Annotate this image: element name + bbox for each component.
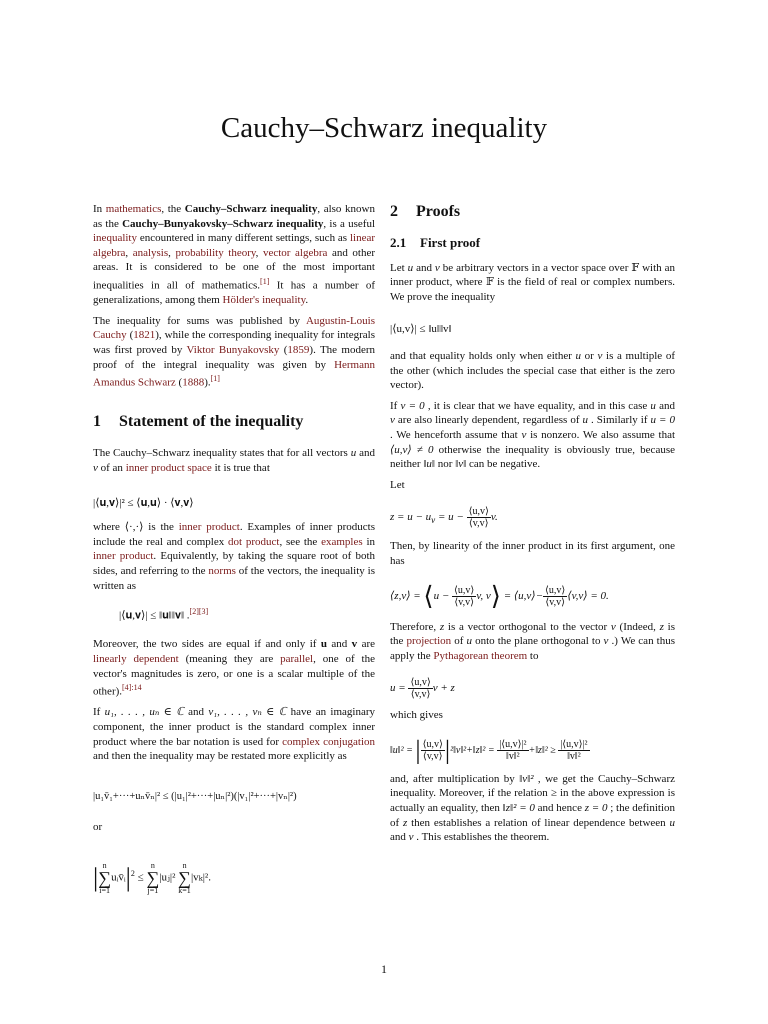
equation-term: u = <box>390 682 409 695</box>
text: (meaning they are <box>178 653 281 666</box>
ref-link[interactable]: [4]:14 <box>122 683 142 693</box>
text: and hence <box>534 802 585 815</box>
text: ; the definition of <box>390 802 676 829</box>
fraction <box>408 677 432 700</box>
text: or <box>581 349 598 362</box>
abs-bar: | <box>415 735 421 765</box>
text: , we get the Cauchy–Schwarz inequality. Moreover, if the relation <box>390 772 675 800</box>
text: If <box>390 399 401 412</box>
text: and <box>390 831 409 844</box>
denominator: ⟨v,v⟩ <box>454 596 474 608</box>
equation-u-decomposition <box>390 677 675 700</box>
math-inline: u₁, . . . , uₙ ∈ ℂ <box>104 706 184 719</box>
text: The Cauchy–Schwarz inequality states that for all vectors <box>93 447 351 460</box>
text: in <box>362 535 376 548</box>
numerator: |⟨u,v⟩|² <box>499 738 527 750</box>
equation-term: v <box>431 515 436 526</box>
subsection-number: 2.1 <box>390 235 407 250</box>
ref-link[interactable]: [2][3] <box>189 607 209 617</box>
link-holders-inequality[interactable]: Hölder's inequality <box>222 294 306 307</box>
text: and <box>655 399 675 412</box>
text: .) We can thus apply the <box>390 635 675 662</box>
math-var: v <box>603 635 609 648</box>
text: is the field of real or complex numbers. We prove the inequality <box>390 276 675 303</box>
text: and that equality holds only when either <box>390 349 576 362</box>
math-var: u <box>320 638 327 651</box>
math-inline: u = 0 <box>650 414 675 427</box>
text: is a multiple of the other (which includes the special case that either is the zero vector). <box>390 349 675 392</box>
link-cauchy[interactable]: Augustin-Louis Cauchy <box>93 314 375 342</box>
text: (Indeed, <box>615 620 660 633</box>
page-number: 1 <box>381 962 387 976</box>
page-title: Cauchy–Schwarz inequality <box>220 112 548 144</box>
text: nor <box>434 458 456 471</box>
text: is a vector orthogonal to the vector <box>444 620 611 633</box>
numerator: ⟨u,v⟩ <box>454 584 475 596</box>
inner-product-paragraph <box>93 520 375 593</box>
text: , <box>255 246 263 259</box>
text: of the vectors, the inequality is written as <box>93 565 375 592</box>
math-var: u <box>575 349 582 362</box>
math-var: v <box>351 638 358 651</box>
text: is the <box>143 521 179 534</box>
numerator: ⟨u,v⟩ <box>468 506 489 518</box>
equation-complex-sum: |u₁v̄₁+···+uₙv̄ₙ|² ≤ (|u₁|²+···+|uₙ|²)(|v₁|²+···+|vₙ|²) <box>93 790 297 802</box>
fraction <box>497 739 528 762</box>
link-inequality[interactable]: inequality <box>93 232 137 245</box>
text: ). The modern proof of the integral inequality was given by <box>93 344 375 371</box>
text: and, after multiplication by <box>390 772 520 785</box>
math-inline: ⟨·,·⟩ <box>124 521 144 534</box>
projection-paragraph <box>390 620 675 664</box>
math-var: v <box>408 831 414 844</box>
abs-bar: | <box>93 863 99 893</box>
math-var: v <box>434 261 440 274</box>
numerator: |⟨u,v⟩|² <box>560 738 588 750</box>
equation-pythagorean <box>390 735 675 765</box>
link-vector-algebra[interactable]: vector algebra <box>262 246 328 259</box>
text: , is a useful <box>323 217 376 230</box>
link-probability-theory[interactable]: probability theory <box>175 246 256 259</box>
link-dot-product[interactable]: dot product <box>228 535 280 548</box>
link-linear-algebra[interactable]: linear algebra <box>93 232 375 259</box>
math-var: v <box>93 462 98 475</box>
relation: ≤ <box>137 871 144 884</box>
math-inline: ‖z‖² = 0 <box>502 802 535 815</box>
denominator: ⟨v,v⟩ <box>422 750 443 762</box>
text: ). <box>204 376 211 389</box>
ref-link[interactable]: [1] <box>210 374 220 384</box>
math-var: u <box>350 447 357 460</box>
equation-term: ‖u‖² = <box>390 744 416 756</box>
text: with an inner product, where <box>390 261 675 289</box>
text: and then the inequality may be restated more explicitly as <box>93 750 347 763</box>
text: ), while the corresponding inequality for integrals was first proved by <box>93 329 375 356</box>
link-1859[interactable]: 1859 <box>287 344 310 356</box>
text: , one of the vector's magnitudes is zero, or one is a scalar multiple of the other). <box>93 653 375 698</box>
text: , <box>125 246 133 259</box>
equation-term: = u − <box>435 511 467 524</box>
equation-term: v, v <box>476 589 491 602</box>
text: of <box>451 635 467 648</box>
denominator: ‖v‖² <box>567 750 581 762</box>
text: ( <box>126 329 134 342</box>
numerator: ⟨u,v⟩ <box>545 584 566 596</box>
text: then establishes a relation of linear dependence between <box>407 816 670 829</box>
equation-cs-norm <box>119 605 375 623</box>
sum-lower: i=1 <box>99 886 110 896</box>
left-column <box>93 202 375 895</box>
equation-term: |uⱼ|² <box>159 871 176 884</box>
proof-intro-paragraph <box>390 261 675 305</box>
text: have an imaginary component, the inner product is the standard complex inner product where the bar notation is used for <box>93 706 376 748</box>
section-heading-statement <box>93 412 375 432</box>
math-var: 𝔽 <box>485 276 494 289</box>
text: , see the <box>279 535 322 548</box>
text: be arbitrary vectors in a vector space over <box>439 261 632 274</box>
text: , also known as the <box>93 203 375 230</box>
complex-paragraph <box>93 705 375 763</box>
math-var: v <box>597 349 603 362</box>
link-linearly-dependent[interactable]: linearly dependent <box>93 653 179 666</box>
fraction <box>421 739 445 762</box>
text: Moreover, the two sides are equal if and only if <box>93 638 321 651</box>
math-inline: ‖u‖ <box>423 458 435 471</box>
text: are <box>357 638 375 651</box>
bold-term: Cauchy–Schwarz inequality <box>184 203 318 215</box>
math-inline: ⟨u,v⟩ ≠ 0 <box>390 443 434 456</box>
equation-term: u − <box>433 589 453 602</box>
denominator: ⟨v,v⟩ <box>410 689 431 701</box>
sum-symbol: n ∑ j=1 <box>146 861 160 896</box>
equation-term: v + z <box>432 682 455 695</box>
sum-upper: n <box>150 861 155 871</box>
fraction <box>452 585 476 608</box>
intro-paragraph <box>93 202 375 308</box>
link-complex-conjugation[interactable]: complex conjugation <box>282 735 375 748</box>
equation-term: uᵢv̄ᵢ <box>111 871 126 884</box>
text: . Similarly if <box>588 414 651 427</box>
sum-upper: n <box>182 861 187 871</box>
math-var: u <box>669 816 675 829</box>
history-paragraph <box>93 314 375 391</box>
section-title: Statement of the inequality <box>119 413 304 431</box>
sum-lower: k=1 <box>178 886 191 896</box>
denominator: ‖v‖² <box>506 750 520 762</box>
equation-term: z = u − u <box>390 511 432 524</box>
text: onto the plane orthogonal to <box>471 635 604 648</box>
section-title: Proofs <box>416 203 461 220</box>
text: and <box>356 447 375 460</box>
equation-cs-squared: |⟨𝐮,𝐯⟩|² ≤ ⟨𝐮,𝐮⟩ · ⟨𝐯,𝐯⟩ <box>93 496 194 509</box>
text: where <box>93 521 125 534</box>
text: and <box>326 638 352 651</box>
link-norms[interactable]: norms <box>208 565 236 577</box>
link-schwarz[interactable]: Hermann Amandus Schwarz <box>93 358 375 389</box>
section-number: 2 <box>390 203 398 220</box>
math-var: v <box>521 428 527 441</box>
text: of an <box>97 462 126 475</box>
link-1888[interactable]: 1888 <box>182 376 205 389</box>
math-var: 𝔽 <box>631 261 640 274</box>
math-var: u <box>582 414 589 427</box>
text: . <box>305 294 309 307</box>
numerator: ⟨u,v⟩ <box>422 738 443 750</box>
equation-orthogonality <box>390 581 675 610</box>
which-gives-text: which gives <box>390 709 443 722</box>
equation-z-definition <box>390 506 675 529</box>
numerator: ⟨u,v⟩ <box>410 677 431 689</box>
fraction <box>467 506 491 529</box>
sum-symbol: n ∑ i=1 <box>98 861 112 896</box>
linearity-paragraph: Then, by linearity of the inner product in its first argument, one has <box>390 540 675 567</box>
text: in the above expression is actually an equality, then <box>390 787 675 815</box>
link-inner-product-2[interactable]: inner product <box>93 550 154 563</box>
denominator: ⟨v,v⟩ <box>468 518 489 530</box>
angle-bracket: ⟩ <box>490 581 501 610</box>
text: It has a number of generalizations, among them <box>93 279 376 307</box>
subsection-heading-first-proof <box>390 236 675 251</box>
link-analysis[interactable]: analysis <box>132 246 169 259</box>
link-1821[interactable]: 1821 <box>133 329 156 342</box>
text: and <box>413 261 435 274</box>
section-heading-proofs <box>390 202 675 222</box>
text: and other areas. It is considered to be one of the most important inequalities in all of mathematics. <box>93 246 376 292</box>
text: it is true that <box>211 462 270 475</box>
section-number: 1 <box>93 413 101 431</box>
equality-condition-paragraph <box>390 349 675 393</box>
text: and <box>183 706 209 719</box>
link-mathematics[interactable]: mathematics <box>105 203 162 215</box>
fraction <box>543 585 567 608</box>
statement-paragraph <box>93 446 375 475</box>
equation-sum-form: | n ∑ $i=1uᵢv̄ᵢ|^2 \le n$ ∑ j=1|uⱼ|² n ∑ k=1|vₖ|². <box>93 861 211 896</box>
text: ( <box>279 344 288 356</box>
equation-term: ⟨z,v⟩ = <box>390 589 424 602</box>
link-projection[interactable]: projection <box>406 635 452 648</box>
text: ( <box>175 376 183 389</box>
text: . This establishes the theorem. <box>413 831 550 844</box>
angle-bracket: ⟨ <box>423 581 434 610</box>
abs-bar: | <box>444 735 451 765</box>
text: If <box>93 706 105 719</box>
text: can be negative. <box>466 458 541 471</box>
text: In <box>93 203 106 215</box>
ref-link[interactable]: [1] <box>260 276 270 286</box>
text: encountered in many different settings, such as <box>137 232 350 245</box>
bold-term: Cauchy–Bunyakovsky–Schwarz inequality <box>122 217 324 230</box>
text: , it is clear that we have equality, and in this case <box>424 399 651 412</box>
text: . Equivalently, by taking the square root of both sides, and referring to the <box>93 550 376 577</box>
text: Let <box>390 261 408 274</box>
link-inner-product-space[interactable]: inner product space <box>125 462 212 475</box>
math-var: v <box>610 620 616 633</box>
equation-term: |vₖ|². <box>190 871 211 884</box>
equation-proof-target: |⟨u,v⟩| ≤ ‖u‖‖v‖ <box>390 323 452 336</box>
text: . Examples of inner products include the real and complex <box>93 521 376 548</box>
text: otherwise the inequality is obviously true, because neither <box>390 443 675 471</box>
math-inline: v₁, . . . , vₙ ∈ ℂ <box>208 706 287 719</box>
right-column <box>390 202 675 851</box>
math-var: z <box>439 620 445 633</box>
equation-term: +‖z‖² ≥ <box>528 744 559 756</box>
text: Therefore, <box>390 620 440 633</box>
text: to <box>527 649 539 662</box>
math-var: v <box>390 414 395 427</box>
link-bunyakovsky[interactable]: Viktor Bunyakovsky <box>186 344 280 356</box>
denominator: ⟨v,v⟩ <box>545 596 565 608</box>
conclusion-paragraph <box>390 772 675 845</box>
equation-term: = ⟨u,v⟩− <box>500 589 543 602</box>
link-parallel[interactable]: parallel <box>280 653 314 666</box>
equation-term: ²‖v‖²+‖z‖² = <box>450 744 498 756</box>
equality-paragraph <box>93 637 375 699</box>
fraction <box>558 739 589 762</box>
math-var: u <box>650 399 656 412</box>
text: . We henceforth assume that <box>390 428 522 441</box>
text: is the <box>390 620 676 648</box>
link-examples[interactable]: examples <box>321 535 363 548</box>
link-inner-product[interactable]: inner product <box>178 521 240 534</box>
subsection-title: First proof <box>420 235 481 250</box>
abs-bar: | <box>125 863 131 893</box>
text: , <box>168 246 176 259</box>
sum-upper: n <box>102 861 107 871</box>
cases-paragraph <box>390 399 675 472</box>
text: is nonzero. We also assume that <box>526 428 676 441</box>
math-var: z <box>402 816 408 829</box>
sum-lower: j=1 <box>147 886 159 896</box>
text: , the <box>161 203 185 215</box>
math-inline: ‖v‖² <box>519 772 534 785</box>
math-inline: z = 0 <box>584 802 608 815</box>
equation-term: v. <box>490 511 498 524</box>
math-var: u <box>466 635 472 648</box>
math-var: z <box>659 620 664 633</box>
math-var: u <box>407 261 414 274</box>
text: The inequality for sums was published by <box>93 314 306 327</box>
sum-symbol: n ∑ k=1 <box>178 861 191 896</box>
math-inline: ‖v‖ <box>455 458 467 471</box>
equation-text: |⟨𝐮,𝐯⟩| ≤ ‖𝐮‖‖𝐯‖ . <box>119 609 190 622</box>
let-text: Let <box>390 478 405 491</box>
math-inline: ≥ <box>550 787 557 800</box>
math-inline: v = 0 <box>400 399 425 412</box>
link-pythagorean-theorem[interactable]: Pythagorean theorem <box>433 649 528 662</box>
or-text: or <box>93 821 103 834</box>
equation-term: ⟨v,v⟩ = 0. <box>567 589 609 602</box>
text: are also linearly dependent, regardless of <box>394 414 583 427</box>
